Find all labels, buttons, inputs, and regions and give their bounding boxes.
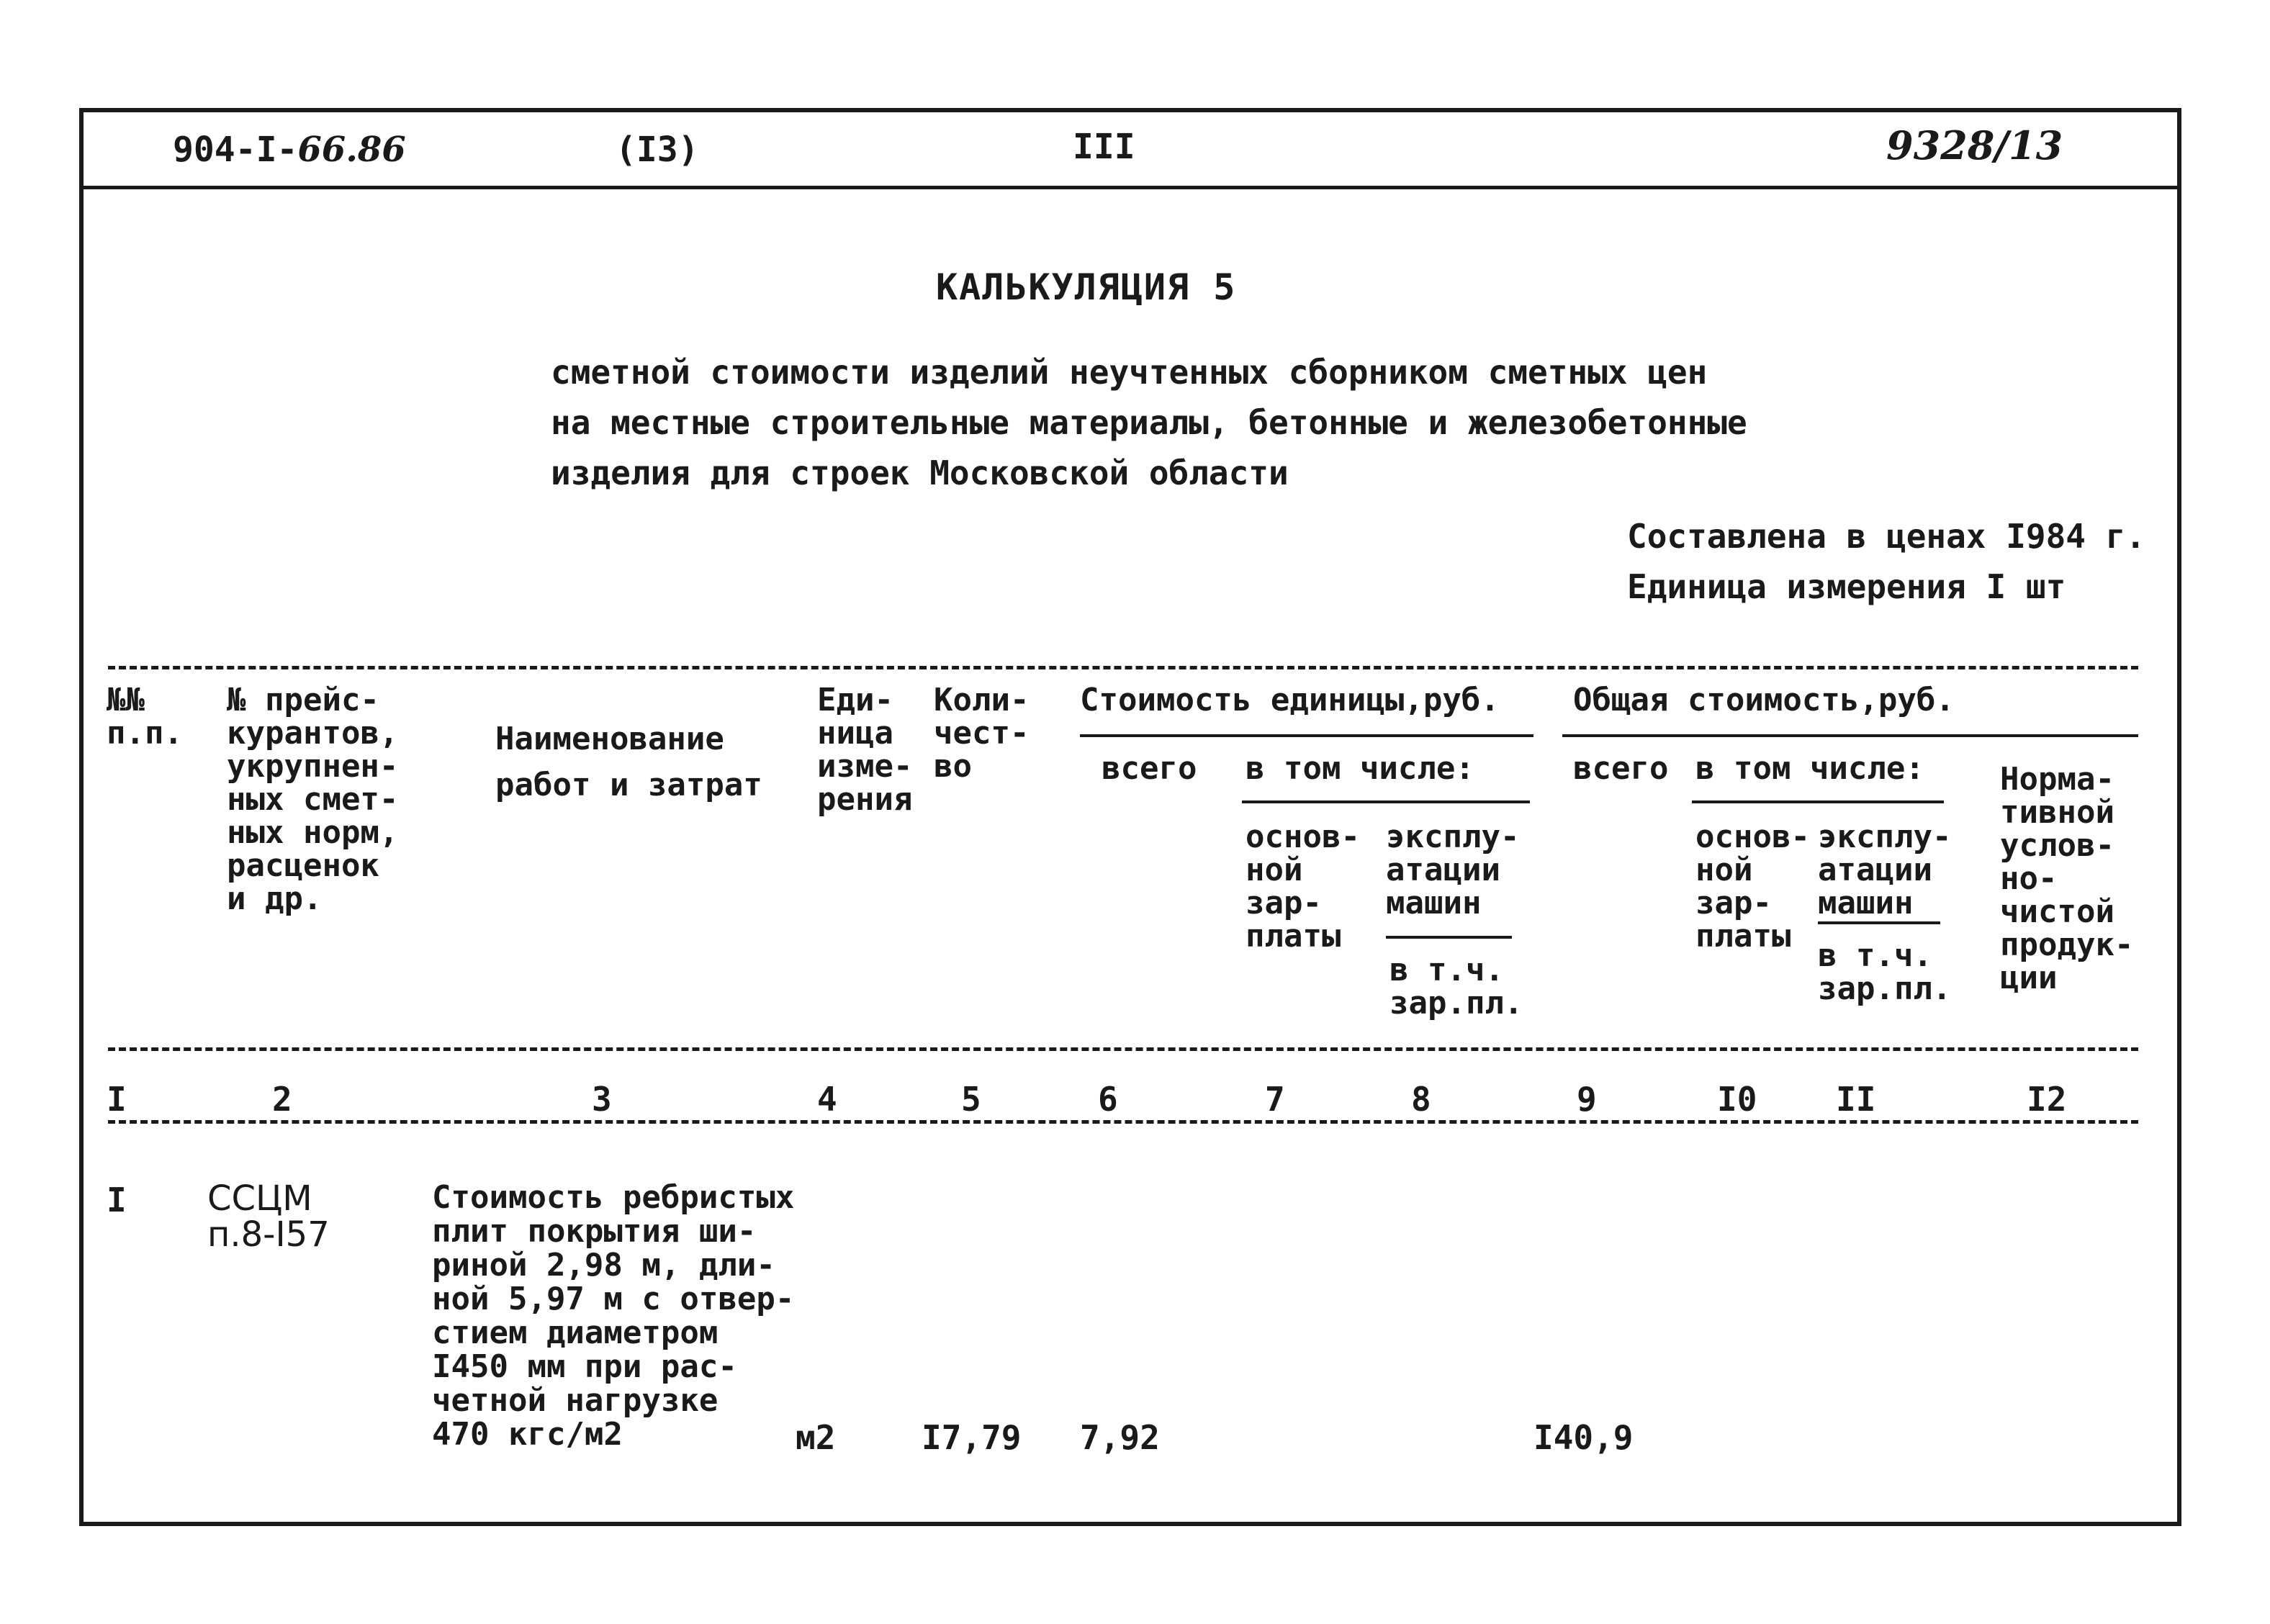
document-code xyxy=(173,130,406,170)
col-header-total-incl: в том числе: xyxy=(1695,750,1924,787)
subtitle-line-1: сметной стоимости изделий неучтенных сборником сметных цен xyxy=(551,353,1708,392)
col-number-2: 2 xyxy=(272,1080,292,1119)
row-1-quantity: I7,79 xyxy=(922,1418,1022,1457)
col-header-norm-output: Норма- тивной услов- но- чистой продук- ции xyxy=(2000,761,2134,996)
col-header-unit-wages: основ- ной зар- платы xyxy=(1246,818,1360,955)
col-header-qty: Коли- чест- во xyxy=(934,682,1030,785)
col-header-unit: Еди- ница изме- рения xyxy=(817,682,913,818)
col-header-unit-incl: в том числе: xyxy=(1246,750,1474,787)
unit-incl-rule xyxy=(1242,800,1530,803)
unit-note: Единица измерения I шт xyxy=(1627,567,2066,606)
col-number-5: 5 xyxy=(961,1080,981,1119)
col-number-7: 7 xyxy=(1265,1080,1285,1119)
unit-machines-rule xyxy=(1386,936,1512,939)
subtitle-line-3: изделия для строек Московской области xyxy=(551,454,1289,492)
sheet-number: (I3) xyxy=(616,130,699,170)
col-number-10: I0 xyxy=(1717,1080,1757,1119)
col-number-11: II xyxy=(1836,1080,1876,1119)
col-header-number: №№ п.п. xyxy=(107,682,183,752)
unit-cost-rule xyxy=(1080,734,1533,737)
document-title: КАЛЬКУЛЯЦИЯ 5 xyxy=(936,266,1237,308)
header-divider xyxy=(79,186,2181,189)
col-header-unit-cost: Стоимость единицы,руб. xyxy=(1080,682,1500,718)
col-number-12: I2 xyxy=(2027,1080,2067,1119)
col-header-total-machine-wages: в т.ч. зар.пл. xyxy=(1818,937,1952,1007)
col-number-3: 3 xyxy=(592,1080,612,1119)
table-top-rule xyxy=(108,666,2138,669)
col-header-name: Наименование работ и затрат xyxy=(495,721,762,803)
col-header-pricelist: № прейс- курантов, укрупнен- ных смет- ных норм, расценок и др. xyxy=(227,682,399,917)
prices-note: Составлена в ценах I984 г. xyxy=(1627,517,2146,556)
col-number-4: 4 xyxy=(817,1080,837,1119)
col-header-total-total: всего xyxy=(1573,750,1669,787)
page-number: III xyxy=(1073,127,1135,167)
total-incl-rule xyxy=(1692,800,1944,803)
col-number-9: 9 xyxy=(1577,1080,1597,1119)
col-header-unit-machines: эксплу- атации машин xyxy=(1386,818,1520,921)
col-header-unit-machine-wages: в т.ч. зар.пл. xyxy=(1390,952,1523,1021)
row-1-number: I xyxy=(107,1181,127,1219)
col-number-6: 6 xyxy=(1098,1080,1118,1119)
col-header-unit-total: всего xyxy=(1102,750,1197,787)
col-header-total-cost: Общая стоимость,руб. xyxy=(1573,682,1955,718)
col-numbers-rule xyxy=(108,1120,2138,1124)
code-suffix: 66.86 xyxy=(297,130,406,170)
header-bottom-rule xyxy=(108,1047,2138,1051)
col-number-8: 8 xyxy=(1411,1080,1431,1119)
row-1-total: I40,9 xyxy=(1533,1418,1634,1457)
row-1-unit: м2 xyxy=(796,1418,836,1457)
total-machines-rule xyxy=(1818,921,1940,924)
col-header-total-wages: основ- ной зар- платы xyxy=(1695,818,1810,955)
row-1-reference: ССЦМ п.8-I57 xyxy=(207,1178,330,1255)
inventory-number: 9328/13 xyxy=(1886,122,2063,168)
subtitle-line-2: на местные строительные материалы, бетонные и железобетонные xyxy=(551,403,1747,442)
row-1-unit-total: 7,92 xyxy=(1080,1418,1160,1457)
code-prefix: 904-I- xyxy=(173,130,298,170)
row-1-description: Стоимость ребристых плит покрытия ши- риной 2,98 м, дли- ной 5,97 м с отвер- стием диаметром I450 мм при рас- четной нагрузке 470 кгс/м2 xyxy=(432,1179,795,1453)
total-cost-rule xyxy=(1562,734,2138,737)
col-header-total-machines: эксплу- атации машин xyxy=(1818,818,1952,921)
col-number-1: I xyxy=(107,1080,127,1119)
